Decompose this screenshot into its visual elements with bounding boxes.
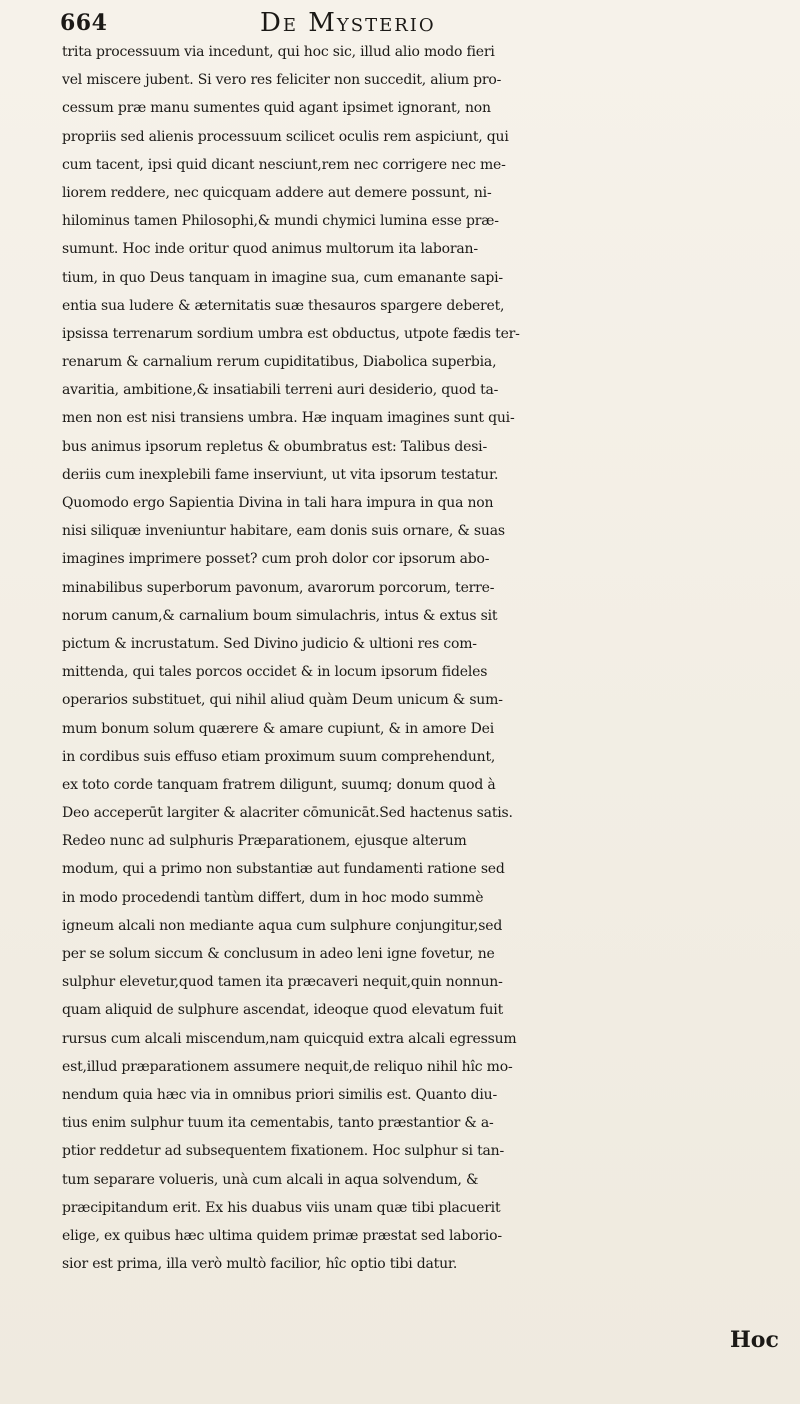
catchword: Hoc xyxy=(730,1327,779,1353)
body-text xyxy=(62,38,782,1278)
text-line: cessum præ manu sumentes quid agant ipsimet ignorant, non xyxy=(62,100,491,117)
text-line: mittenda, qui tales porcos occidet & in locum ipsorum fideles xyxy=(62,664,488,681)
text-line: cum tacent, ipsi quid dicant nesciunt,rem nec corrigere nec me- xyxy=(62,156,506,173)
text-line: deriis cum inexplebili fame inserviunt, ut vita ipsorum testatur. xyxy=(62,466,499,483)
text-line: minabilibus superborum pavonum, avarorum porcorum, terre- xyxy=(62,579,495,596)
text-line: trita processuum via incedunt, qui hoc sic, illud alio modo fieri xyxy=(62,44,495,60)
page-header xyxy=(60,10,780,36)
text-line: men non est nisi transiens umbra. Hæ inquam imagines sunt qui- xyxy=(62,410,515,427)
text-line: elige, ex quibus hæc ultima quidem primæ præstat sed laborio- xyxy=(62,1227,502,1244)
text-line: Deo acceperūt largiter & alacriter cōmunicāt.Sed hactenus satis. xyxy=(62,805,513,822)
text-line: operarios substituet, qui nihil aliud quàm Deum unicum & sum- xyxy=(62,692,503,709)
text-line: liorem reddere, nec quicquam addere aut demere possunt, ni- xyxy=(62,184,492,201)
text-line: sior est prima, illa verò multò facilior, hîc optio tibi datur. xyxy=(62,1256,458,1273)
text-line: modum, qui a primo non substantiæ aut fundamenti ratione sed xyxy=(62,861,505,878)
text-line: tius enim sulphur tuum ita cementabis, tanto præstantior & a- xyxy=(62,1115,494,1132)
text-line: propriis sed alienis processuum scilicet oculis rem aspiciunt, qui xyxy=(62,128,509,145)
text-line: sumunt. Hoc inde oritur quod animus multorum ita laboran- xyxy=(62,241,478,258)
text-line: entia sua ludere & æternitatis suæ thesauros spargere deberet, xyxy=(62,297,505,314)
text-line: avaritia, ambitione,& insatiabili terreni auri desiderio, quod ta- xyxy=(62,382,499,399)
text-line: Redeo nunc ad sulphuris Præparationem, ejusque alterum xyxy=(62,833,467,850)
text-line: præcipitandum erit. Ex his duabus viis unam quæ tibi placuerit xyxy=(62,1199,501,1216)
running-head: De Mysterio xyxy=(260,8,436,38)
text-line: imagines imprimere posset? cum proh dolor cor ipsorum abo- xyxy=(62,551,490,568)
text-line: norum canum,& carnalium boum simulachris, intus & extus sit xyxy=(62,607,498,624)
text-line: ptior reddetur ad subsequentem fixationem. Hoc sulphur si tan- xyxy=(62,1143,505,1160)
text-line: nisi siliquæ inveniuntur habitare, eam donis suis ornare, & suas xyxy=(62,523,505,540)
text-line: per se solum siccum & conclusum in adeo leni igne fovetur, ne xyxy=(62,946,495,962)
text-line: bus animus ipsorum repletus & obumbratus est: Talibus desi- xyxy=(62,438,487,455)
text-line: tum separare volueris, unà cum alcali in aqua solvendum, & xyxy=(62,1171,479,1188)
text-line: mum bonum solum quærere & amare cupiunt, & in amore Dei xyxy=(62,720,495,737)
text-line: rursus cum alcali miscendum,nam quicquid extra alcali egressum xyxy=(62,1030,517,1047)
text-line: in cordibus suis effuso etiam proximum suum comprehendunt, xyxy=(62,748,496,765)
page-number: 664 xyxy=(60,10,108,36)
text-line: igneum alcali non mediante aqua cum sulphure conjungitur,sed xyxy=(62,917,503,934)
text-line: ipsissa terrenarum sordium umbra est obductus, utpote fædis ter- xyxy=(62,325,520,342)
text-line: renarum & carnalium rerum cupiditatibus, Diabolica superbia, xyxy=(62,354,497,371)
text-line: in modo procedendi tantùm differt, dum in hoc modo summè xyxy=(62,889,484,906)
text-line: vel miscere jubent. Si vero res feliciter non succedit, alium pro- xyxy=(62,72,502,89)
text-line: quam aliquid de sulphure ascendat, ideoque quod elevatum fuit xyxy=(62,1002,503,1019)
text-line: sulphur elevetur,quod tamen ita præcaveri nequit,quin nonnun- xyxy=(62,974,503,991)
text-line: est,illud præparationem assumere nequit,de reliquo nihil hîc mo- xyxy=(62,1058,513,1075)
text-line: tium, in quo Deus tanquam in imagine sua, cum emanante sapi- xyxy=(62,269,503,286)
text-line: hilominus tamen Philosophi,& mundi chymici lumina esse præ- xyxy=(62,213,499,230)
text-line: ex toto corde tanquam fratrem diligunt, suumq; donum quod à xyxy=(62,776,496,793)
text-line: pictum & incrustatum. Sed Divino judicio & ultioni res com- xyxy=(62,635,477,652)
text-line: Quomodo ergo Sapientia Divina in tali hara impura in qua non xyxy=(62,495,494,511)
text-line: nendum quia hæc via in omnibus priori similis est. Quanto diu- xyxy=(62,1086,498,1103)
